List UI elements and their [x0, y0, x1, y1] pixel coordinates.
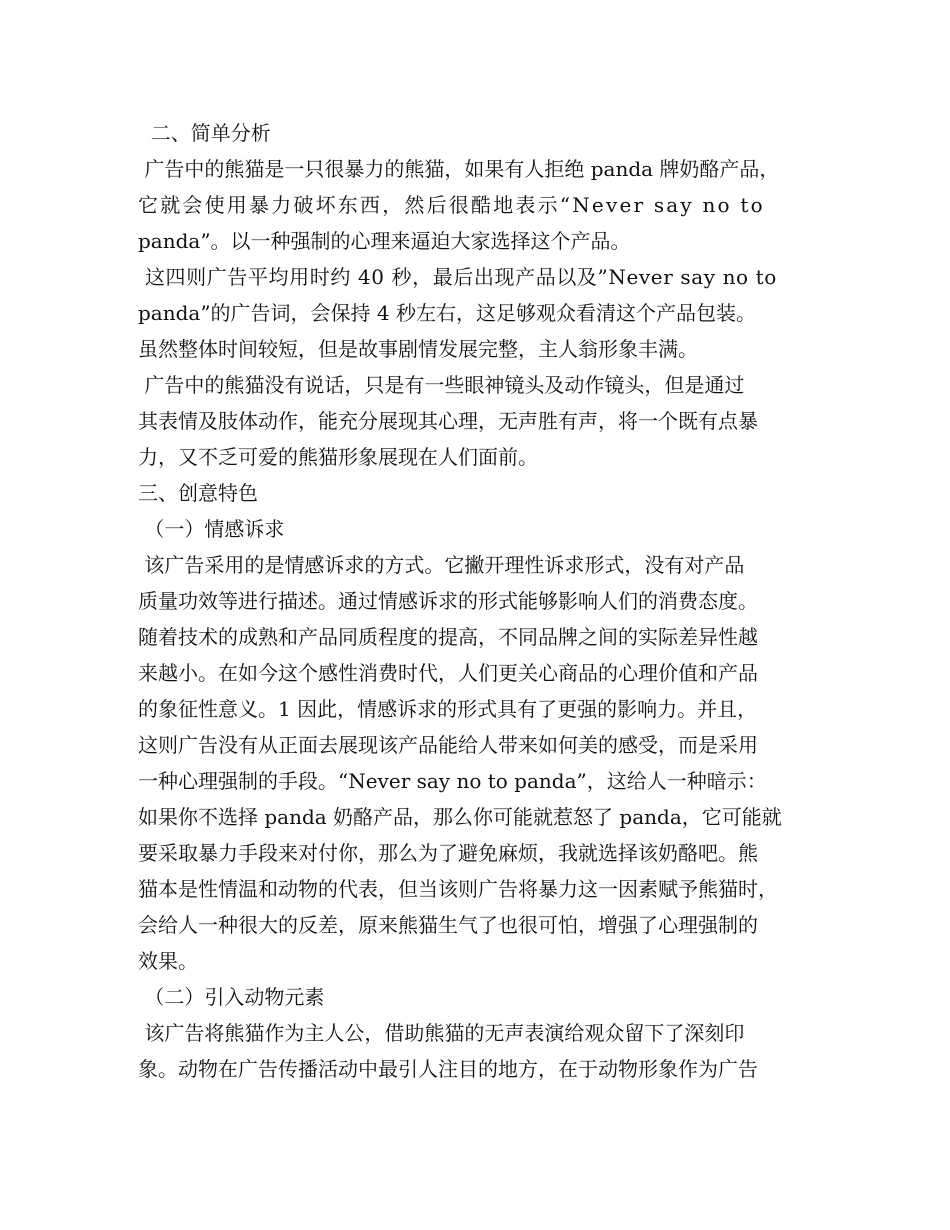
- paragraph-line: panda”。以一种强制的心理来逼迫大家选择这个产品。: [138, 229, 631, 253]
- paragraph-line: 象。动物在广告传播活动中最引人注目的地方，在于动物形象作为广告: [138, 1057, 758, 1081]
- subsection-heading: （一）情感诉求: [138, 517, 285, 541]
- document-body: [138, 115, 818, 1087]
- paragraph-line: 效果。: [138, 949, 198, 973]
- paragraph-line: 来越小。在如今这个感性消费时代，人们更关心商品的心理价值和产品: [138, 661, 758, 685]
- paragraph-line: 一种心理强制的手段。“Never say no to panda”，这给人一种暗示：: [138, 769, 767, 793]
- paragraph-line: 要采取暴力手段来对付你，那么为了避免麻烦，我就选择该奶酪吧。熊: [138, 841, 758, 865]
- paragraph-line: 力，又不乏可爱的熊猫形象展现在人们面前。: [138, 445, 538, 469]
- paragraph-line: 该广告将熊猫作为主人公，借助熊猫的无声表演给观众留下了深刻印: [138, 1021, 745, 1045]
- paragraph-line: 这四则广告平均用时约 40 秒，最后出现产品以及”Never say no to: [138, 265, 777, 289]
- paragraph-line: 的象征性意义。1 因此，情感诉求的形式具有了更强的影响力。并且，: [138, 697, 758, 721]
- paragraph-line: 其表情及肢体动作，能充分展现其心理，无声胜有声，将一个既有点暴: [138, 409, 758, 433]
- paragraph-line: 广告中的熊猫是一只很暴力的熊猫，如果有人拒绝 panda 牌奶酪产品，: [138, 157, 780, 181]
- paragraph-line: 它就会使用暴力破坏东西，然后很酷地表示“Never say no to: [138, 193, 765, 217]
- paragraph-line: 猫本是性情温和动物的代表，但当该则广告将暴力这一因素赋予熊猫时，: [138, 877, 778, 901]
- paragraph-line: 该广告采用的是情感诉求的方式。它撇开理性诉求形式，没有对产品: [138, 553, 745, 577]
- paragraph-line: 这则广告没有从正面去展现该产品能给人带来如何美的感受，而是采用: [138, 733, 758, 757]
- paragraph-line: 会给人一种很大的反差，原来熊猫生气了也很可怕，增强了心理强制的: [138, 913, 758, 937]
- paragraph-line: 质量功效等进行描述。通过情感诉求的形式能够影响人们的消费态度。: [138, 589, 758, 613]
- paragraph-line: 广告中的熊猫没有说话，只是有一些眼神镜头及动作镜头，但是通过: [138, 373, 745, 397]
- subsection-heading: （二）引入动物元素: [138, 985, 325, 1009]
- paragraph-line: 随着技术的成熟和产品同质程度的提高，不同品牌之间的实际差异性越: [138, 625, 758, 649]
- paragraph-line: 如果你不选择 panda 奶酪产品，那么你可能就惹怒了 panda，它可能就: [138, 805, 782, 829]
- paragraph-line: panda”的广告词，会保持 4 秒左右，这足够观众看清这个产品包装。: [138, 301, 756, 325]
- paragraph-line: 虽然整体时间较短，但是故事剧情发展完整，主人翁形象丰满。: [138, 337, 698, 361]
- section-heading: 二、简单分析: [138, 121, 271, 145]
- section-heading: 三、创意特色: [138, 481, 258, 505]
